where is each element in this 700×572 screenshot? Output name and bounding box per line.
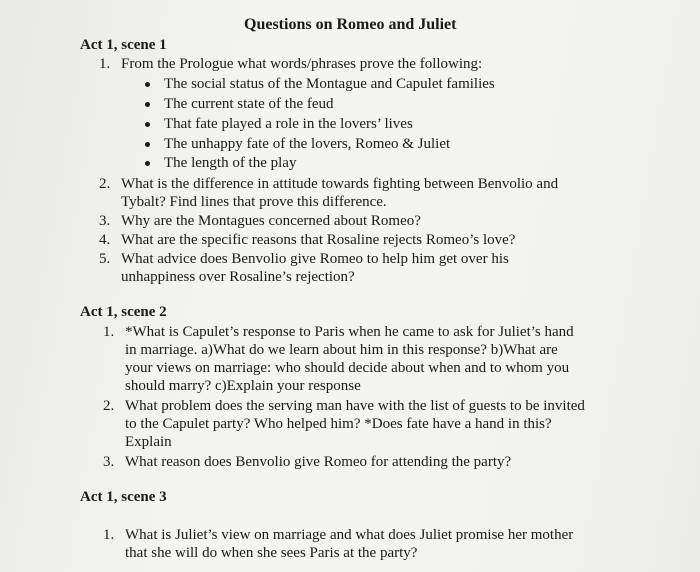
question-text: What advice does Benvolio give Romeo to help him get over his unhappiness over Rosaline’s rejection? [121, 251, 509, 285]
question-text: What is Juliet’s view on marriage and what does Juliet promise her mother that she will do when she sees Paris at the party? [125, 527, 574, 561]
bullet-dot-icon [145, 161, 150, 166]
document-page: Questions on Romeo and Juliet Act 1, scene 1 1. From the Prologue what words/phrases prove the following: The social status of the Montague and Capulet families The current state of the feud That fate played a role in the lovers’ lives The unhappy fate of the lovers, Romeo & Juliet The length of the play 2. What is the difference in attitude towards fighting between Benvolio and Tybalt? Find lines that prove this difference. 3. Why are the Montagues concerned about Romeo? 4. What are the specific reasons that Rosaline rejects Romeo’s love? 5. What advice does Benvolio give Romeo to help him get over his unhappiness over Rosaline’s rejection? Act 1, scene 2 1. *What is Capulet’s response to Paris when he came to ask for Juliet’s hand in marriage. a)What do we learn about him in this response? b)What are your views on marriage: who should decide about when and to whom you should marry? c)Explain your response 2. What problem does the serving man have with the list of guests to be invited to the Capulet party? Who helped him? *Does fate have a hand in this? Explain 3. What reason does Benvolio give Romeo for attending the party? Act 1, scene 3 1. What is Juliet’s view on marriage and what does Juliet promise her mother that she will do when she sees Paris at the party? [0, 0, 700, 572]
question-number: 2. [99, 176, 111, 192]
question-number: 1. [103, 527, 115, 543]
question-number: 2. [103, 398, 115, 414]
bullet-dot-icon [145, 82, 150, 87]
question-text: Why are the Montagues concerned about Romeo? [121, 213, 421, 229]
question-number: 1. [99, 56, 111, 72]
question-text: What is the difference in attitude towards fighting between Benvolio and Tybalt? Find lines that prove this difference. [121, 176, 559, 210]
question-text: *What is Capulet’s response to Paris when he came to ask for Juliet’s hand in marriage. a)What do we learn about him in this response? b)What are your views on marriage: who should decide about when and to whom you should marry? c)Explain your response [125, 324, 574, 394]
question-number: 3. [99, 213, 111, 229]
section-heading-act1-scene1: Act 1, scene 1 [80, 37, 167, 53]
question-number: 5. [99, 251, 111, 267]
question-number: 1. [103, 324, 115, 340]
section-heading-act1-scene3: Act 1, scene 3 [80, 489, 167, 505]
bullet-dot-icon [145, 122, 150, 127]
question-text: What problem does the serving man have with the list of guests to be invited to the Capulet party? Who helped him? *Does fate have a hand in this? Explain [125, 398, 585, 450]
page-title: Questions on Romeo and Juliet [244, 16, 457, 33]
question-text: From the Prologue what words/phrases prove the following: [121, 56, 483, 72]
question-text: What are the specific reasons that Rosaline rejects Romeo’s love? [121, 232, 516, 248]
bullet-dot-icon [145, 102, 150, 107]
question-number: 3. [103, 454, 115, 470]
question-number: 4. [99, 232, 111, 248]
section-heading-act1-scene2: Act 1, scene 2 [80, 304, 167, 320]
bullet-dot-icon [145, 142, 150, 147]
question-text: What reason does Benvolio give Romeo for attending the party? [125, 454, 512, 470]
